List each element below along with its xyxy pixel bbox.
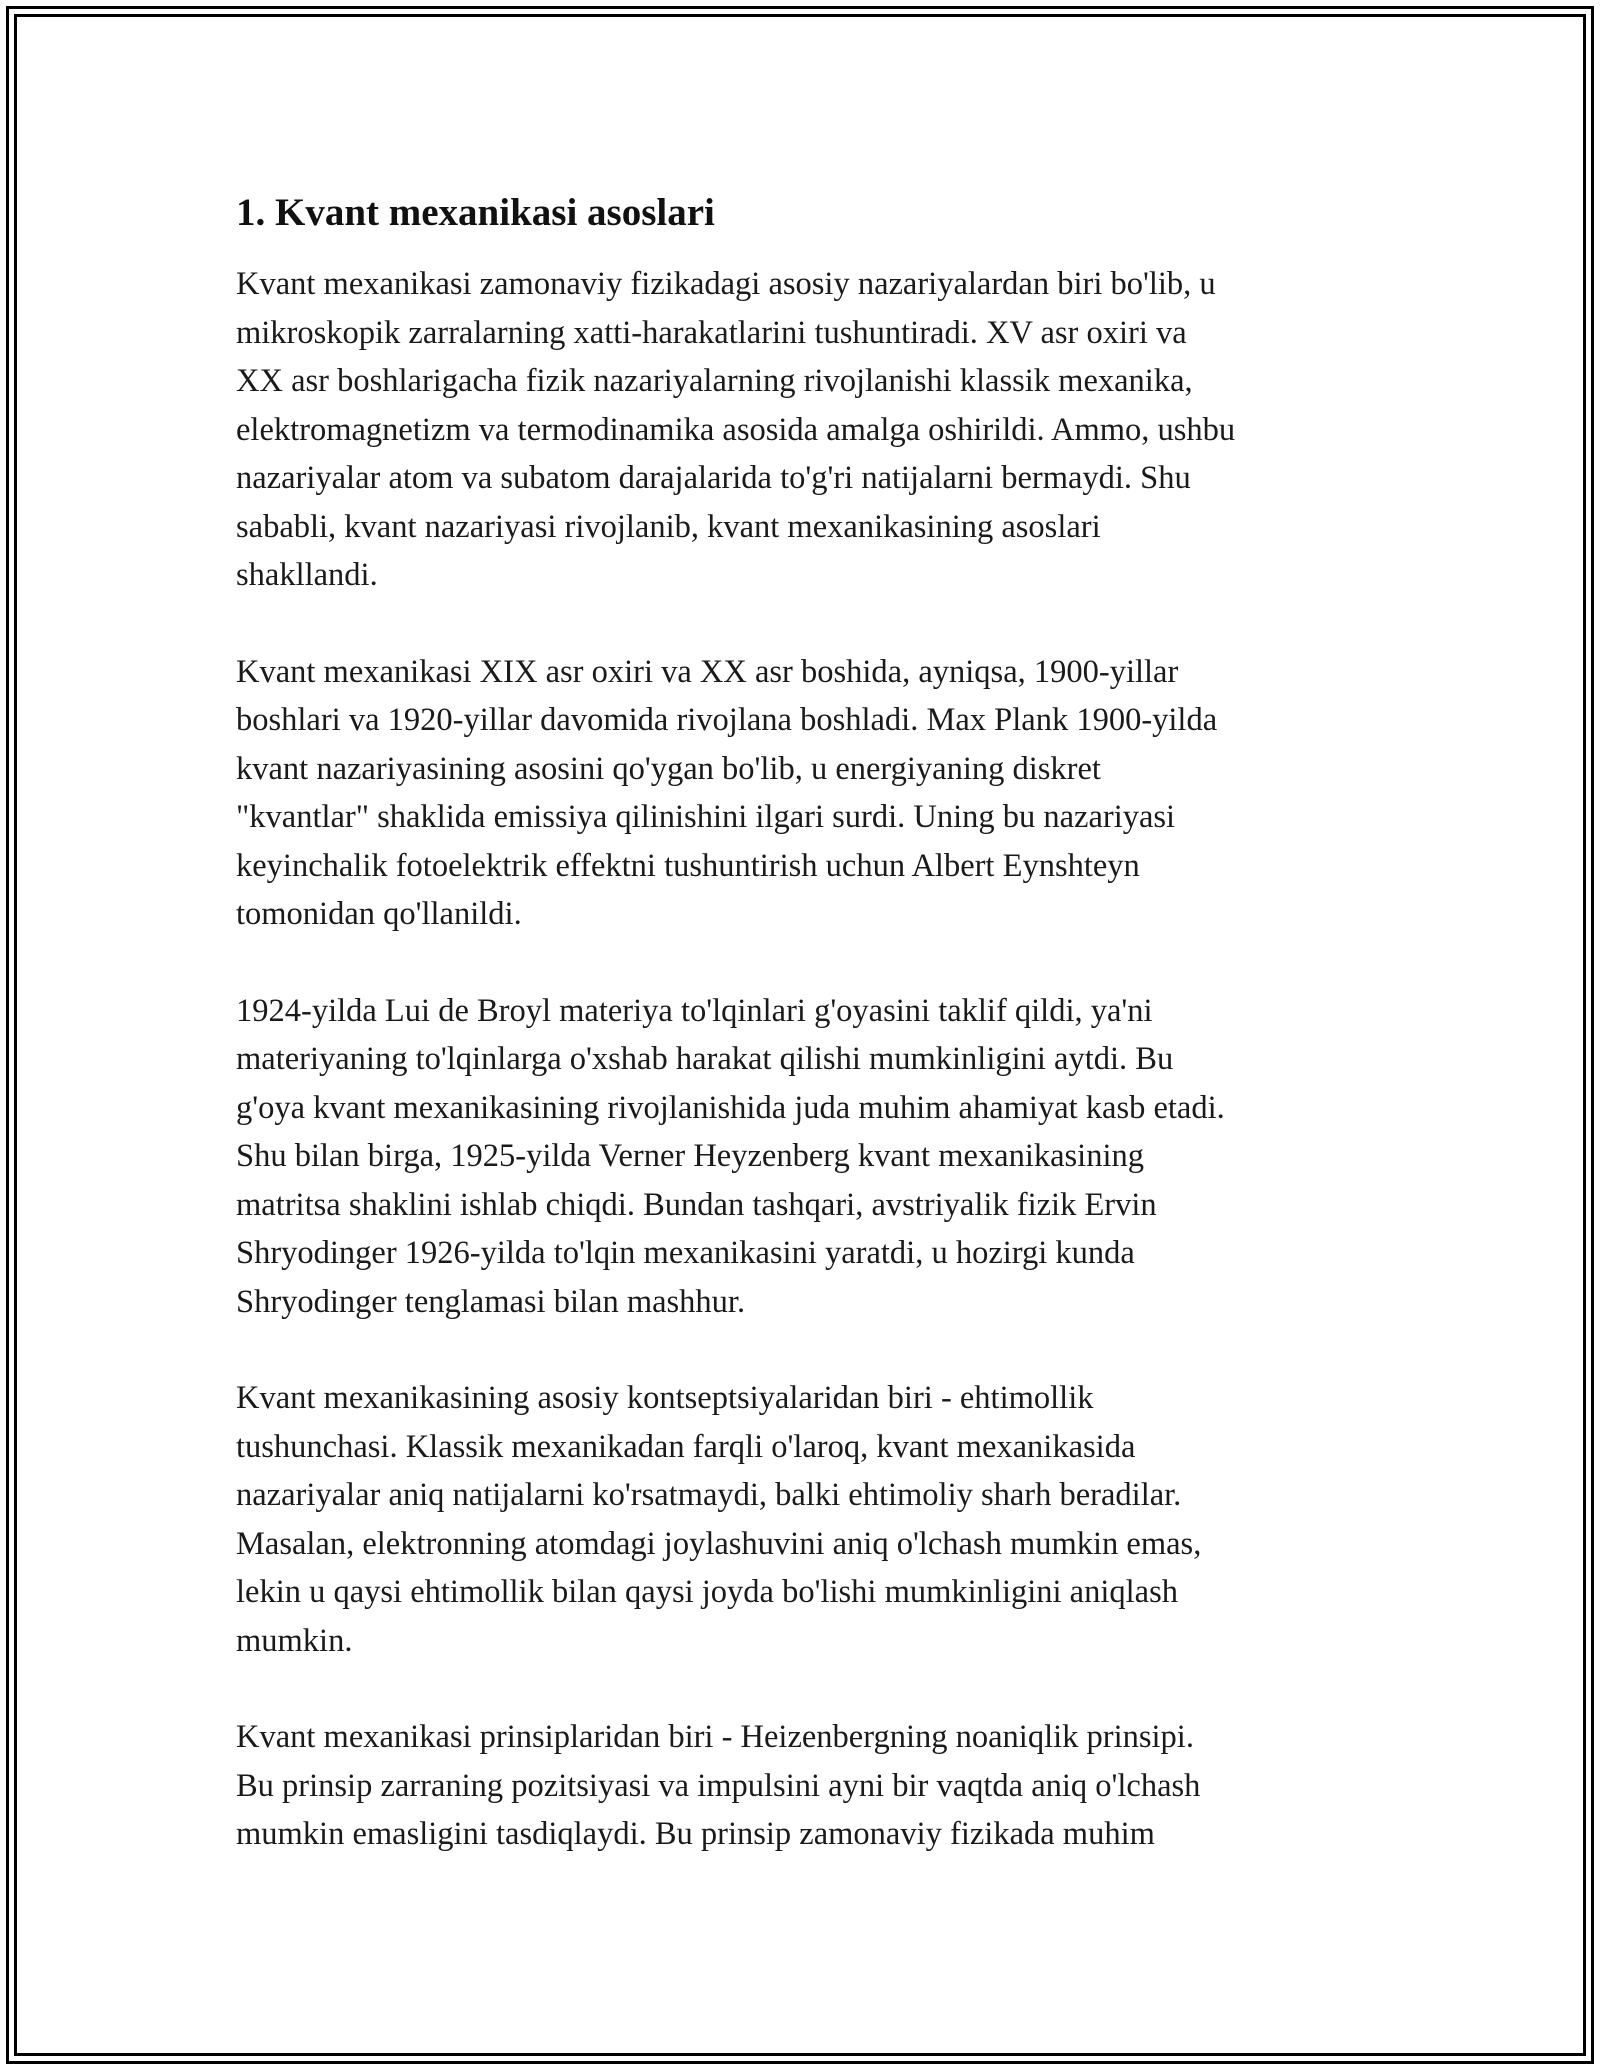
text-line: matritsa shaklini ishlab chiqdi. Bundan tashqari, avstriyalik fizik Ervin	[236, 1186, 1157, 1223]
text-line: 1924-yilda Lui de Broyl materiya to'lqinlari g'oyasini taklif qildi, ya'ni	[236, 992, 1153, 1029]
paragraph-history	[236, 648, 1366, 939]
text-line: tushunchasi. Klassik mexanikadan farqli o'laroq, kvant mexanikasida	[236, 1428, 1136, 1465]
text-line: "kvantlar" shaklida emissiya qilinishini ilgari surdi. Uning bu nazariyasi	[236, 799, 1176, 835]
text-line: materiyaning to'lqinlarga o'xshab harakat qilishi mumkinligini aytdi. Bu	[236, 1041, 1174, 1077]
text-line: Kvant mexanikasi zamonaviy fizikadagi asosiy nazariyalardan biri bo'lib, u	[236, 266, 1216, 302]
paragraph-de-broglie	[236, 987, 1366, 1327]
text-line: XX asr boshlarigacha fizik nazariyalarning rivojlanishi klassik mexanika,	[236, 363, 1193, 399]
text-line: boshlari va 1920-yillar davomida rivojlana boshladi. Max Plank 1900-yilda	[236, 702, 1218, 738]
text-line: elektromagnetizm va termodinamika asosida amalga oshirildi. Ammo, ushbu	[236, 411, 1236, 448]
text-line: Masalan, elektronning atomdagi joylashuvini aniq o'lchash mumkin emas,	[236, 1525, 1202, 1562]
text-line: kvant nazariyasining asosini qo'ygan bo'lib, u energiyaning diskret	[236, 750, 1101, 787]
paragraph-probability	[236, 1374, 1366, 1665]
paragraph-uncertainty	[236, 1713, 1366, 1859]
text-line: nazariyalar atom va subatom darajalarida to'g'ri natijalarni bermaydi. Shu	[236, 460, 1191, 496]
section-heading: 1. Kvant mexanikasi asoslari	[236, 191, 715, 234]
text-line: lekin u qaysi ehtimollik bilan qaysi joyda bo'lishi mumkinligini aniqlash	[236, 1574, 1178, 1610]
text-line: Shu bilan birga, 1925-yilda Verner Heyzenberg kvant mexanikasining	[236, 1138, 1144, 1174]
text-line: keyinchalik fotoelektrik effektni tushuntirish uchun Albert Eynshteyn	[236, 847, 1140, 884]
text-line: sababli, kvant nazariyasi rivojlanib, kvant mexanikasining asoslari	[236, 508, 1101, 545]
document-body	[236, 188, 1366, 1907]
text-line: Kvant mexanikasining asosiy kontseptsiyalaridan biri - ehtimollik	[236, 1380, 1094, 1416]
text-line: mumkin.	[236, 1622, 353, 1659]
text-line: shakllandi.	[236, 557, 378, 593]
text-line: Shryodinger 1926-yilda to'lqin mexanikasini yaratdi, u hozirgi kunda	[236, 1235, 1135, 1271]
text-line: tomonidan qo'llanildi.	[236, 896, 522, 932]
text-line: mikroskopik zarralarning xatti-harakatlarini tushuntiradi. XV asr oxiri va	[236, 314, 1187, 351]
text-line: Kvant mexanikasi prinsiplaridan biri - Heizenbergning noaniqlik prinsipi.	[236, 1719, 1194, 1755]
text-line: Kvant mexanikasi XIX asr oxiri va XX asr boshida, ayniqsa, 1900-yillar	[236, 653, 1179, 690]
text-line: Bu prinsip zarraning pozitsiyasi va impulsini ayni bir vaqtda aniq o'lchash	[236, 1767, 1201, 1804]
text-line: mumkin emasligini tasdiqlaydi. Bu prinsip zamonaviy fizikada muhim	[236, 1816, 1155, 1852]
text-line: g'oya kvant mexanikasining rivojlanishida juda muhim ahamiyat kasb etadi.	[236, 1089, 1225, 1126]
text-line: Shryodinger tenglamasi bilan mashhur.	[236, 1283, 746, 1320]
text-line: nazariyalar aniq natijalarni ko'rsatmaydi, balki ehtimoliy sharh beradilar.	[236, 1477, 1182, 1513]
paragraph-intro	[236, 260, 1366, 600]
